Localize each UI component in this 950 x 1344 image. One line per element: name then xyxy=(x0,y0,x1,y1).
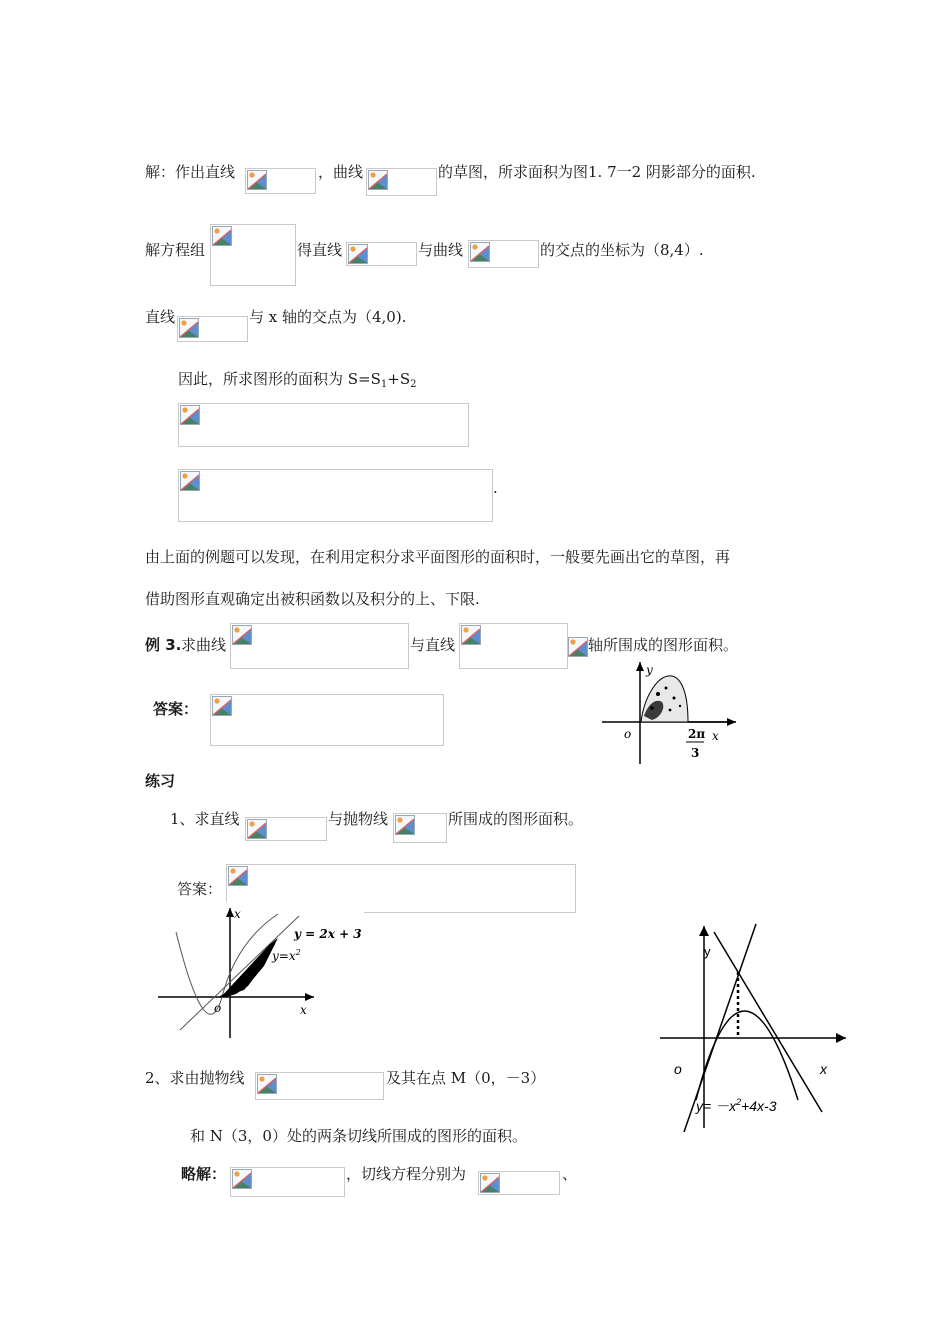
area-period: . xyxy=(493,479,498,497)
fig1-parabola-label-text: y=x xyxy=(272,949,296,963)
practice-q2-text-2: 及其在点 M（0，－3） xyxy=(386,1069,546,1087)
broken-image-icon xyxy=(568,637,588,657)
formula-image-ex3-curve xyxy=(230,623,409,669)
para1-text-2: ，曲线 xyxy=(318,163,364,181)
formula-image-q2-tangent xyxy=(478,1171,560,1195)
practice-q1-answer-label: 答案： xyxy=(177,880,223,898)
area-sum-line xyxy=(178,369,417,395)
practice-q1-text-2: 与抛物线 xyxy=(328,810,389,828)
broken-image-icon xyxy=(480,1173,500,1193)
fig-o-label: o xyxy=(624,727,632,741)
fig1-x-label: x xyxy=(300,1003,307,1017)
fig2-y-label: y xyxy=(704,944,711,959)
area-sub-2: 2 xyxy=(410,379,417,390)
broken-image-icon xyxy=(368,170,388,190)
formula-image-q1-parabola xyxy=(393,813,447,843)
fig-x-label: x xyxy=(712,729,719,743)
example3-answer-label: 答案： xyxy=(153,700,199,718)
y-axis-arrow-icon xyxy=(636,662,644,671)
para2-text-3: 与曲线 xyxy=(418,241,464,259)
broken-image-icon xyxy=(470,242,490,262)
practice1-figure xyxy=(154,902,364,1044)
example3-figure xyxy=(596,658,746,768)
broken-image-icon xyxy=(257,1074,277,1094)
parabola-curve xyxy=(696,1011,798,1100)
para3-text-1: 直线 xyxy=(145,308,176,326)
practice-solution-label: 略解： xyxy=(181,1165,227,1183)
formula-image-area-2 xyxy=(178,469,493,522)
formula-image-line-2 xyxy=(346,242,417,266)
practice-q2-line-2: 和 N（3，0）处的两条切线所围成的图形的面积。 xyxy=(190,1127,527,1145)
broken-image-icon xyxy=(212,696,232,716)
fig2-equation-main: y= －x xyxy=(696,1098,737,1114)
x-axis-arrow-icon xyxy=(836,1033,846,1043)
area-sub-1: 1 xyxy=(380,379,388,390)
fig-y-label: y xyxy=(646,663,653,677)
example3-text-2: 与直线 xyxy=(410,636,456,654)
summary-line-1: 由上面的例题可以发现，在利用定积分求平面图形的面积时，一般要先画出它的草图，再 xyxy=(145,548,731,566)
practice2-figure xyxy=(656,922,852,1132)
broken-image-icon xyxy=(228,866,248,886)
area-plus: +S xyxy=(387,370,411,388)
broken-image-icon xyxy=(180,405,200,425)
example3-label: 例 3. xyxy=(145,636,182,654)
fig1-x-top-label: x xyxy=(234,907,241,921)
para2-text-2: 得直线 xyxy=(297,241,343,259)
fig1-line-label: y = 2x + 3 xyxy=(294,927,362,941)
para1-text-1: 解：作出直线 xyxy=(145,163,236,181)
broken-image-icon xyxy=(179,318,199,338)
broken-image-icon xyxy=(180,471,200,491)
formula-image-system xyxy=(210,224,296,286)
formula-image-q1-line xyxy=(245,817,327,841)
formula-image-line-3 xyxy=(177,316,248,342)
area-sum-text: 因此，所求图形的面积为 S=S xyxy=(178,370,381,388)
broken-image-icon xyxy=(461,625,481,645)
practice-solution-text-2: 、 xyxy=(562,1165,578,1183)
practice-q1-text-3: 所围成的图形面积。 xyxy=(448,810,584,828)
y-axis-arrow-icon xyxy=(699,926,709,936)
broken-image-icon xyxy=(232,1169,252,1189)
broken-image-icon xyxy=(348,244,368,264)
fig2-equation-exponent: 2 xyxy=(736,1097,742,1107)
formula-image-q2-parabola xyxy=(255,1072,384,1100)
summary-line-2: 借助图形直观确定出被积函数以及积分的上、下限. xyxy=(145,590,480,608)
fig2-equation-tail: +4x-3 xyxy=(741,1098,777,1114)
example3-text-1: 求曲线 xyxy=(181,636,227,654)
para2-text-1: 解方程组 xyxy=(145,241,206,259)
para3-text-2: 与 x 轴的交点为（4,0). xyxy=(249,308,407,326)
formula-image-ex3-line xyxy=(459,623,568,669)
formula-image-curve xyxy=(366,168,437,196)
example3-text-3: 轴所围成的图形面积。 xyxy=(588,636,739,654)
formula-image-q2-derivative xyxy=(230,1167,345,1197)
practice-q1-text-1: 1、求直线 xyxy=(170,810,240,828)
broken-image-icon xyxy=(247,819,267,839)
fig2-equation xyxy=(695,1097,777,1114)
fig2-o-label: o xyxy=(674,1061,682,1077)
para1-text-3: 的草图，所求面积为图1. 7一2 阴影部分的面积. xyxy=(438,163,756,181)
fig-tick-numerator: 2π xyxy=(688,727,706,741)
formula-image-ex3-answer xyxy=(210,694,444,746)
fig1-o-label: o xyxy=(214,1001,222,1015)
fig2-x-label: x xyxy=(820,1061,827,1077)
broken-image-icon xyxy=(395,815,415,835)
broken-image-icon xyxy=(232,625,252,645)
practice-solution-text-1: ，切线方程分别为 xyxy=(346,1165,467,1183)
formula-image-curve-2 xyxy=(468,240,539,268)
fig-tick-denominator: 3 xyxy=(691,746,700,760)
broken-image-icon xyxy=(247,170,267,190)
practice-q2-text-1: 2、求由抛物线 xyxy=(145,1069,245,1087)
formula-image-line xyxy=(245,168,316,194)
tangent-line-n xyxy=(714,932,822,1112)
practice-title: 练习 xyxy=(145,772,176,790)
broken-image-icon xyxy=(212,226,232,246)
fig1-parabola-exponent: 2 xyxy=(295,948,301,957)
formula-image-area-1 xyxy=(178,403,469,447)
para2-text-4: 的交点的坐标为（8,4）. xyxy=(540,241,704,259)
